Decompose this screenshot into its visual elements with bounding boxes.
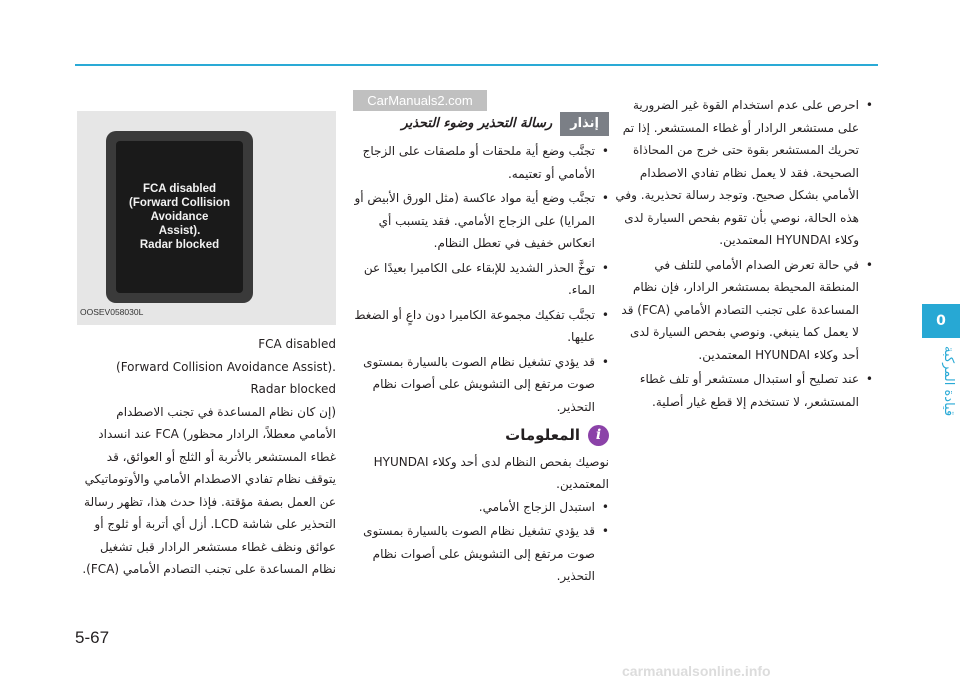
warning-header	[353, 112, 609, 136]
page-number: 5-67	[75, 628, 110, 647]
caption-line: .(Forward Collision Avoidance Assist)	[116, 359, 336, 374]
caption-line: FCA disabled	[258, 337, 336, 351]
header-rule	[75, 64, 878, 66]
chapter-title: قيادة المركبة	[941, 346, 956, 417]
info-title: المعلومات	[505, 426, 580, 444]
list-item: • قد يؤدي تشغيل نظام الصوت بالسيارة بمستوى صوت مرتفع إلى التشويش على أصوات نظام التحذير.	[353, 520, 609, 588]
info-icon: i	[588, 425, 609, 446]
list-item: • تجنَّب تفكيك مجموعة الكاميرا دون داعٍ أو الضغط عليها.	[353, 304, 609, 349]
list-item: • تجنَّب وضع أية ملحقات أو ملصقات على الزجاج الأمامي أو تعتيمه.	[353, 140, 609, 185]
chapter-sidebar	[922, 0, 960, 685]
display-line: Radar blocked	[139, 239, 220, 251]
display-line: Avoidance	[150, 211, 209, 223]
carmanuals-watermark: CarManuals2.com	[353, 90, 487, 111]
figure-caption	[77, 333, 336, 401]
display-screen	[116, 141, 243, 293]
caption-line: Radar blocked	[250, 382, 336, 396]
site-watermark: carmanualsonline.info	[622, 663, 771, 679]
section-title: رسالة التحذير وضوء التحذير	[401, 115, 553, 131]
list-item: • في حالة تعرض الصدام الأمامي للتلف في المنطقة المحيطة بمستشعر الرادار، فإن نظام المساعدة على تجنب التصادم الأمامي (FCA) قد لا يعمل كما ينبغي. ونوصي بفحص السيارة لدى أحد وكلاء HYUNDAI المعتمدين.	[614, 254, 873, 367]
display-line: Assist).	[158, 225, 201, 237]
list-item: • عند تصليح أو استبدال مستشعر أو تلف غطاء المستشعر، لا تستخدم إلا قطع غيار أصلية.	[614, 368, 873, 413]
chapter-tab[interactable]: 0	[922, 304, 960, 338]
cluster-display	[106, 131, 253, 303]
display-line: FCA disabled	[142, 183, 217, 195]
body-text: (إن كان نظام المساعدة في تجنب الاصطدام الأمامي معطلاً، الرادار محظور) FCA عند انسداد غطاء المستشعر بالأتربة أو الثلج أو العوائق، قد يتوقف نظام تفادي الاصطدام الأمامي والأوتوماتيكي عن العمل بصفة مؤقتة. فإذا حدث هذا، تظهر رسالة التحذير على شاشة LCD. أزل أي أتربة أو ثلوج أو عوائق ونظف غطاء مستشعر الرادار قبل تشغيل نظام المساعدة على تجنب التصادم الأمامي (FCA).	[82, 404, 336, 576]
list-item: • توخَّ الحذر الشديد للإبقاء على الكاميرا بعيدًا عن الماء.	[353, 257, 609, 302]
cluster-figure	[77, 111, 336, 325]
right-column	[614, 94, 873, 415]
figure-code: OOSEV058030L	[80, 306, 144, 317]
middle-column	[353, 112, 609, 590]
list-item: • استبدل الزجاج الأمامي.	[353, 496, 609, 519]
info-intro: نوصيك بفحص النظام لدى أحد وكلاء HYUNDAI المعتمدين.	[373, 454, 609, 491]
precaution-list	[614, 94, 873, 413]
display-line: (Forward Collision	[129, 197, 230, 209]
list-item: • احرص على عدم استخدام القوة غير الضرورية على مستشعر الرادار أو غطاء المستشعر. إذا تم تحريك المستشعر بقوة حتى خرج من المحاذاة الصحيحة. فقد لا يعمل نظام تفادي الاصطدام الأمامي بشكل صحيح. وتوجد رسالة تحذيرية. وفي هذه الحالة، نوصي بأن تقوم بفحص السيارة لدى وكلاء HYUNDAI المعتمدين.	[614, 94, 873, 252]
info-header	[353, 424, 609, 447]
left-column	[77, 111, 336, 581]
list-item: • قد يؤدي تشغيل نظام الصوت بالسيارة بمستوى صوت مرتفع إلى التشويش على أصوات نظام التحذير.	[353, 351, 609, 419]
info-list	[353, 496, 609, 588]
warning-list	[353, 140, 609, 418]
list-item: • تجنَّب وضع أية مواد عاكسة (مثل الورق الأبيض أو المرايا) على الزجاج الأمامي. فقد يتسبب أي انعكاس خفيف في تعطل النظام.	[353, 187, 609, 255]
warning-label: إنذار	[560, 112, 609, 136]
